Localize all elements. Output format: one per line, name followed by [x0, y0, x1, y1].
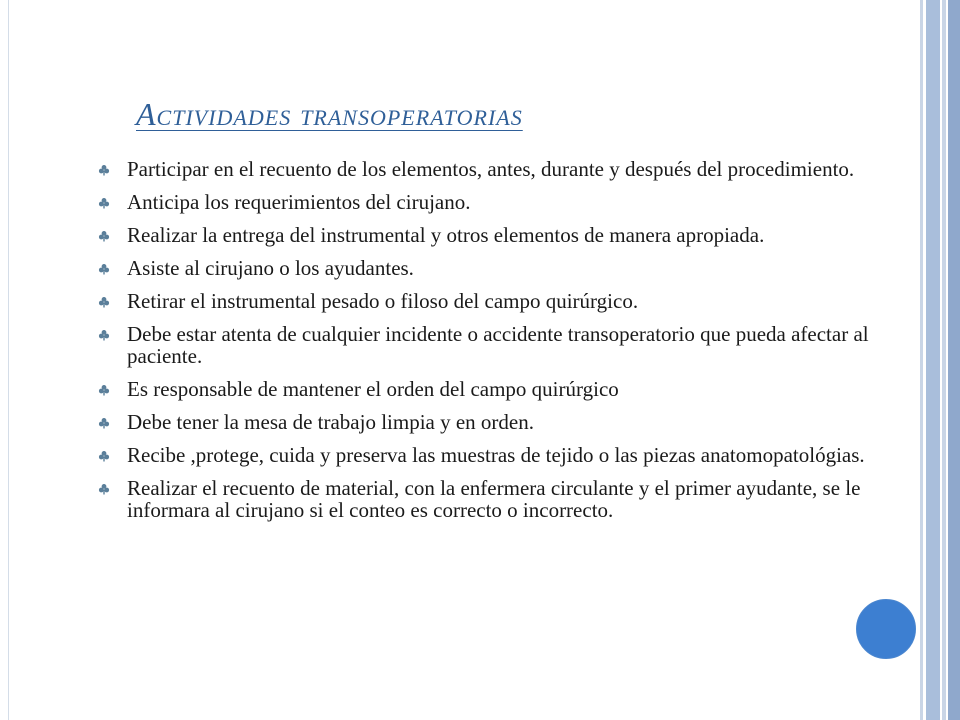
stripe — [942, 0, 946, 720]
list-item — [98, 323, 908, 367]
club-bullet-icon — [98, 329, 110, 341]
club-bullet-icon — [98, 164, 110, 176]
club-bullet-icon — [98, 483, 110, 495]
club-bullet-icon — [98, 384, 110, 396]
club-bullet-icon — [98, 296, 110, 308]
list-item — [98, 290, 908, 312]
list-item — [98, 191, 908, 213]
bullet-text: Asiste al cirujano o los ayudantes. — [127, 256, 414, 280]
bullet-text: Debe tener la mesa de trabajo limpia y en orden. — [127, 410, 534, 434]
stripe — [920, 0, 923, 720]
list-item — [98, 378, 908, 400]
bullet-text: Retirar el instrumental pesado o filoso del campo quirúrgico. — [127, 289, 639, 313]
club-bullet-icon — [98, 230, 110, 242]
list-item — [98, 224, 908, 246]
club-bullet-icon — [98, 450, 110, 462]
stripe — [926, 0, 940, 720]
list-item — [98, 257, 908, 279]
bullet-text: Debe estar atenta de cualquier incidente o accidente transoperatorio que pueda afectar al paciente. — [127, 322, 869, 368]
decorative-circle — [856, 599, 916, 659]
list-item — [98, 158, 908, 180]
bullet-text: Realizar el recuento de material, con la enfermera circulante y el primer ayudante, se le informara al cirujano si el conteo es correcto o incorrecto. — [127, 476, 861, 522]
stripe — [948, 0, 960, 720]
club-bullet-icon — [98, 263, 110, 275]
slide-title — [136, 96, 523, 133]
bullet-list — [98, 158, 908, 532]
list-item — [98, 444, 908, 466]
bullet-text: Participar en el recuento de los elementos, antes, durante y después del procedimiento. — [127, 157, 855, 181]
bullet-text: Recibe ,protege, cuida y preserva las muestras de tejido o las piezas anatomopatológias. — [127, 443, 865, 467]
list-item — [98, 477, 908, 521]
bullet-text: Realizar la entrega del instrumental y otros elementos de manera apropiada. — [127, 223, 765, 247]
list-item — [98, 411, 908, 433]
decorative-side-stripes — [920, 0, 960, 720]
club-bullet-icon — [98, 197, 110, 209]
club-bullet-icon — [98, 417, 110, 429]
slide-title-text: Actividades transoperatorias — [136, 96, 523, 132]
bullet-text: Anticipa los requerimientos del cirujano. — [127, 190, 471, 214]
bullet-text: Es responsable de mantener el orden del campo quirúrgico — [127, 377, 619, 401]
